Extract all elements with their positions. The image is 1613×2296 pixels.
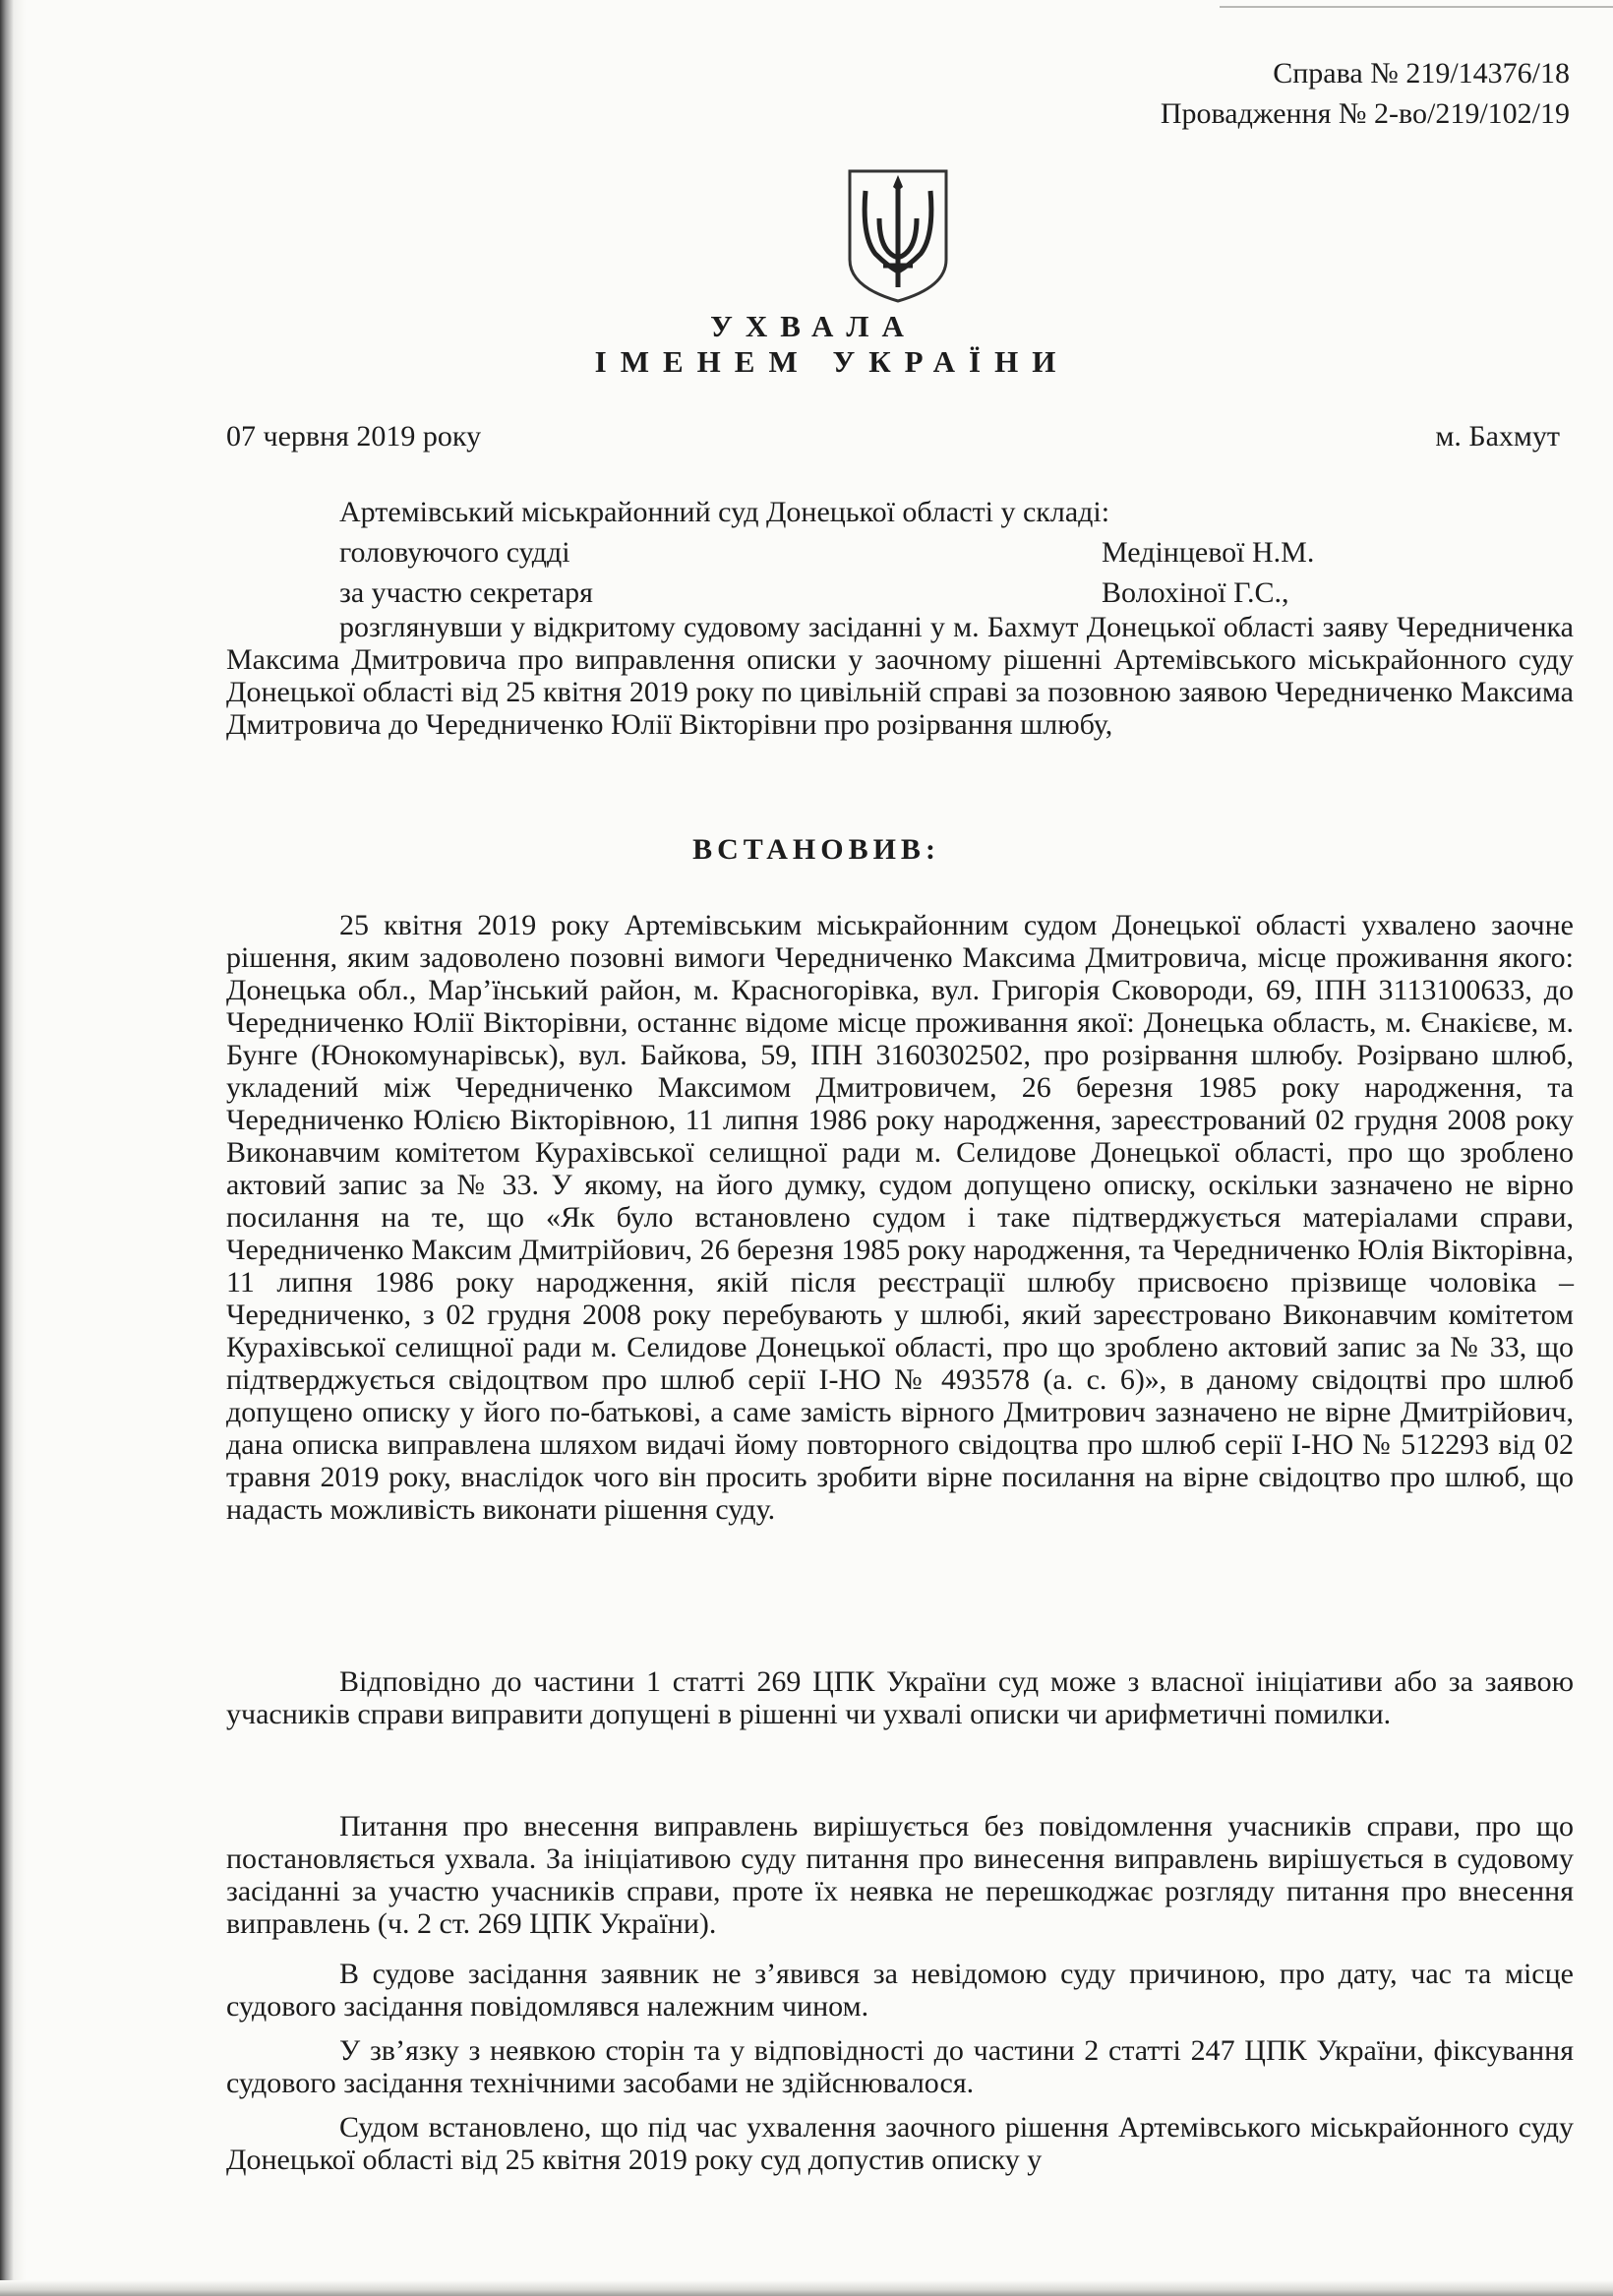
judge-name: Медінцевої Н.М. [1102,536,1315,569]
date-location-row [226,420,1560,453]
paragraph-5: У зв’язку з неявкою сторін та у відповідності до частини 2 статті 247 ЦПК України, фіксування судового засідання технічними засобами не здійснювалося. [226,2034,1574,2099]
paragraph-6: Судом встановлено, що під час ухвалення заочного рішення Артемівського міськрайонного суду Донецької області від 25 квітня 2019 року суд допустив описку у [226,2111,1574,2176]
secretary-row [339,573,1559,613]
paragraph-4: В судове засідання заявник не з’явився за невідомою суду причиною, про дату, час та місце судового засідання повідомлявся належним чином. [226,1958,1574,2023]
case-reference [1161,53,1570,134]
scan-edge-line [1220,6,1613,8]
established-heading: ВСТАНОВИВ: [692,833,940,866]
secretary-name: Волохіної Г.С., [1102,576,1289,609]
paragraph-2: Відповідно до частини 1 статті 269 ЦПК України суд може з власної ініціативи або за заявою учасників справи виправити допущені в рішенні чи ухвалі описки чи арифметичні помилки. [226,1665,1574,1730]
scan-bottom-edge [0,2280,1613,2296]
court-composition [339,492,1559,613]
proceeding-number: Провадження № 2-во/219/102/19 [1160,97,1570,130]
document-city: м. Бахмут [1435,420,1560,453]
paragraph-3: Питання про внесення виправлень вирішується без повідомлення учасників справи, про що постановляється ухвала. За ініціативою суду питання про винесення виправлень вирішується в судовому засіданні за участю учасників справи, проте їх неявка не перешкоджає розгляду питання про внесення виправлень (ч. 2 ст. 269 ЦПК України). [226,1810,1574,1940]
intro-paragraph: розглянувши у відкритому судовому засіданні у м. Бахмут Донецької області заяву Чередниченка Максима Дмитровича про виправлення описки у заочному рішенні Артемівського міськрайонного суду Донецької області від 25 квітня 2019 року по цивільній справі за позовною заявою Чередниченко Максима Дмитровича до Чередниченко Юлії Вікторівни про розірвання шлюбу, [226,611,1574,741]
secretary-label: за участю секретаря [339,576,593,609]
trident-icon [844,167,952,305]
judge-label: головуючого судді [339,536,570,569]
court-intro: Артемівський міськрайонний суд Донецької області у складі: [339,496,1110,528]
paragraph-1: 25 квітня 2019 року Артемівським міськрайонним судом Донецької області ухвалено заочне рішення, яким задоволено позовні вимоги Чередниченко Максима Дмитровича, місце проживання якого: Донецька обл., Мар’їнський район, м. Красногорівка, вул. Григорія Сковороди, 69, ІПН 3113100633, до Чередниченко Юлії Вікторівни, останнє відоме місце проживання якої: Донецька область, м. Єнакієве, м. Бунге (Юнокомунарівськ), вул. Байкова, 59, ІПН 3160302502, про розірвання шлюбу. Розірвано шлюб, укладений між Чередниченко Максимом Дмитровичем, 26 березня 1985 року народження, та Чередниченко Юлією Вікторівною, 11 липня 1986 року народження, зареєстрований 02 грудня 2008 року Виконавчим комітетом Курахівської селищної ради м. Селидове Донецької області, про що зроблено актовий запис за № 33. У якому, на його думку, судом допущено описку, оскільки зазначено не вірно посилання на те, що «Як було встановлено судом і таке підтверджується матеріалами справи, Чередниченко Максим Дмитрійович, 26 березня 1985 року народження, та Чередниченко Юлія Вікторівна, 11 липня 1986 року народження, якій після реєстрації шлюбу присвоєно прізвище чоловіка – Чередниченко, з 02 грудня 2008 року перебувають у шлюбі, який зареєстровано Виконавчим комітетом Курахівської селищної ради м. Селидове Донецької області, про що зроблено актовий запис за № 33, що підтверджується свідоцтвом про шлюб серії І-НО № 493578 (а. с. 6)», в даному свідоцтві про шлюб допущено описку у його по-батькові, а саме замість вірного Дмитрович зазначено не вірне Дмитрійович, дана описка виправлена шляхом видачі йому повторного свідоцтва про шлюб серії І-НО № 512293 від 02 травня 2019 року, внаслідок чого він просить зробити вірне посилання на вірне свідоцтво про шлюб, що надасть можливість виконати рішення суду. [226,909,1574,1526]
document-date: 07 червня 2019 року [226,420,482,453]
case-number: Справа № 219/14376/18 [1273,57,1570,90]
document-subtitle: ІМЕНЕМ УКРАЇНИ [594,344,1070,379]
judge-row [339,532,1559,573]
document-title: УХВАЛА [710,309,917,343]
